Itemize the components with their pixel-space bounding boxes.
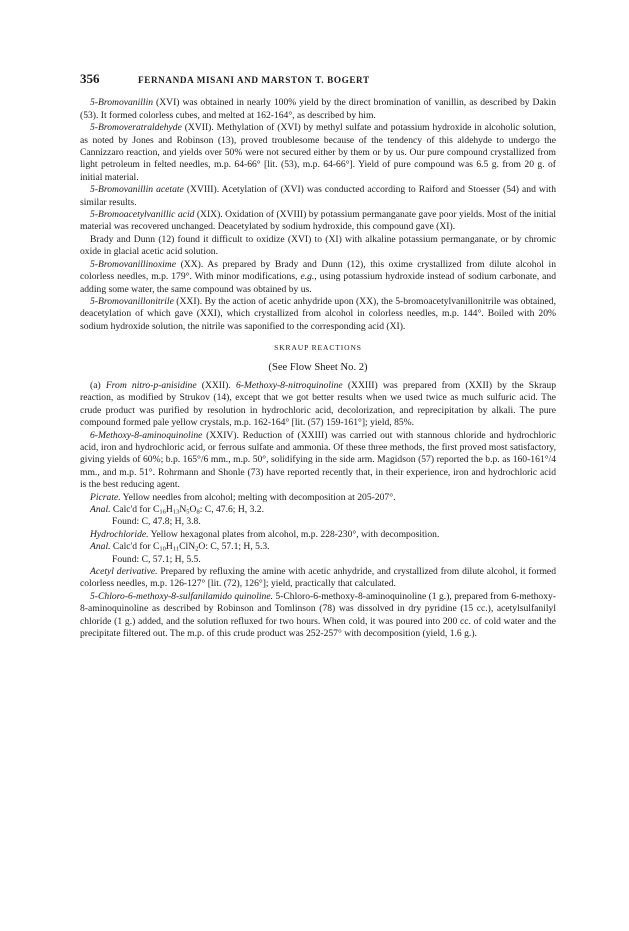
analysis-calculated xyxy=(80,541,556,553)
formula-subscript: 2 xyxy=(195,545,199,553)
compound-name: 5-Bromovanillin xyxy=(90,97,154,109)
analysis-calc-values: : C, 47.6; H, 3.2. xyxy=(199,504,264,515)
paragraph-5-bromoacetylvanillic-acid xyxy=(80,209,556,234)
paragraph-text: , using potassium hydroxide instead of sodium carbonate, and adding some water, the same compound was obtained by us. xyxy=(80,271,556,295)
compound-name: 6-Methoxy-8-aminoquinoline xyxy=(90,429,203,441)
compound-name: Acetyl derivative. xyxy=(90,566,158,578)
formula-subscript: 16 xyxy=(159,508,166,516)
analysis-calc-values: : C, 57.1; H, 5.3. xyxy=(205,541,270,553)
compound-name: 5-Bromoacetylvanillic acid xyxy=(90,209,195,221)
paragraph-6-methoxy-8-aminoquinoline xyxy=(80,430,556,492)
formula-atom: O xyxy=(198,541,206,553)
paragraph-5-bromoveratraldehyde xyxy=(80,122,556,184)
paragraph-text: (XVI) was obtained in nearly 100% yield by the direct bromination of vanillin, as described by Dakin (53). It formed colorless cubes, and melted at 162-164°, as described by him. xyxy=(80,97,556,121)
paragraph-nitro-p-anisidine xyxy=(80,380,556,430)
paragraph-text: (XX). As prepared by Brady and Dunn (12), this oxime crystallized from dilute alcohol in colorless needles, m.p. 179°. With minor modifications, xyxy=(80,258,556,283)
formula-atom: ClN xyxy=(179,541,196,553)
formula-atom: N xyxy=(179,504,187,515)
formula-atom: H xyxy=(165,504,173,515)
analysis-calc-prefix: Calc'd for C xyxy=(110,541,160,553)
running-title: FERNANDA MISANI AND MARSTON T. BOGERT xyxy=(138,75,370,85)
page-number: 356 xyxy=(80,71,100,86)
paragraph-5-bromovanillinoxime xyxy=(80,259,556,296)
paragraph-text: Yellow hexagonal plates from alcohol, m.p. 228-230°, with decomposition. xyxy=(148,528,440,540)
page xyxy=(80,73,556,640)
paragraph-5-bromovanillonitrile xyxy=(80,296,556,333)
page-header xyxy=(80,73,556,86)
formula-subscript: 11 xyxy=(172,545,180,553)
compound-name: From nitro-p-anisidine xyxy=(105,379,197,391)
paragraph-5-chloro-sulfanilamido xyxy=(80,591,556,641)
formula-atom: O xyxy=(189,504,197,515)
analysis-calculated xyxy=(80,504,556,516)
paragraph-text: (XIX). Oxidation of (XVIII) by potassium permanganate gave poor yields. Most of the initial material was recovered unchanged. Deacetylated by sodium hydroxide, this compound gave (XI). xyxy=(80,209,556,233)
compound-name: 5-Chloro-6-methoxy-8-sulfanilamido quinoline. xyxy=(90,590,273,602)
formula-subscript: 10 xyxy=(159,545,166,553)
analysis-label: Anal. xyxy=(90,504,111,515)
paragraph-prefix: (a) xyxy=(90,379,106,391)
paragraph-acetyl-derivative xyxy=(80,566,556,591)
compound-name: 5-Bromoveratraldehyde xyxy=(90,122,182,134)
compound-name: 5-Bromovanillin acetate xyxy=(90,184,184,196)
analysis-calc-prefix: Calc'd for C xyxy=(110,504,160,515)
compound-name: 6-Methoxy-8-nitroquinoline xyxy=(235,379,343,391)
paragraph-text: 5-Chloro-6-methoxy-8-aminoquinoline (1 g.), prepared from 6-methoxy-8-aminoquinoline as described by Robinson and Tomlinson (78) was dissolved in dry pyridine (15 cc.), acetylsulfanilyl chloride (1 g.) added, and the solution refluxed for two hours. When cold, it was poured into 200 cc. of cold water and the precipitate filtered out. The m.p. of this crude product was 252-257° with decomposition (yield, 1.6 g.). xyxy=(80,590,556,640)
paragraph-text: (XVII). Methylation of (XVI) by methyl sulfate and potassium hydroxide in alcoholic solution, as noted by Jones and Robinson (13), proved troublesome because of the tendency of this aldehyde to undergo the Cannizzaro reaction, and yields over 50% were not secured either by them or by us. Our pure compound crystallized from light petroleum in felted needles, m.p. 64-66° [lit. (53), m.p. 64-66°]. Yield of pure compound was 6.5 g. from 20 g. of initial material. xyxy=(80,122,556,183)
paragraph-hydrochloride xyxy=(80,529,556,541)
analysis-found: Found: C, 47.8; H, 3.8. xyxy=(112,516,201,528)
paragraph-text: (XXI). By the action of acetic anhydride upon (XX), the 5-bromoacetylvanillonitrile was obtained, deacetylation of which gave (XXI), which crystallized from alcohol in colorless needles, m.p. 144°. Boiled with 20% sodium hydroxide solution, the nitrile was saponified to the corresponding acid (XI). xyxy=(80,295,556,332)
paragraph-text: (XXIII) was prepared from (XXII) by the Skraup reaction, as modified by Strukov (14), except that we got better results when we used twice as much sulfuric acid. The crude product was purified by resolution in hydrochloric acid, decolorization, and reprecipitation by alkali. The pure compound formed pale yellow crystals, m.p. 162-164° [lit. (57) 159-161°]; yield, 85%. xyxy=(80,379,556,429)
analysis-found: Found: C, 57.1; H, 5.5. xyxy=(112,553,201,565)
paragraph-text: (XVIII). Acetylation of (XVI) was conducted according to Raiford and Stoesser (54) and with similar results. xyxy=(80,184,556,208)
analysis-label: Anal. xyxy=(90,541,111,553)
formula-subscript: 8 xyxy=(196,508,200,516)
compound-name: Hydrochloride. xyxy=(90,528,149,540)
section-heading: SKRAUP REACTIONS xyxy=(274,343,362,353)
paragraph-picrate xyxy=(80,492,556,504)
compound-name: Picrate. xyxy=(90,491,121,503)
paragraph-text: Prepared by refluxing the amine with acetic anhydride, and crystallized from dilute alcohol, it formed colorless needles, m.p. 126-127° [lit. (72), 126°]; yield, practically that calculated. xyxy=(80,566,556,590)
paragraph-text: Brady and Dunn (12) found it difficult to oxidize (XVI) to (XI) with alkaline potassium permanganate, or by chromic oxide in glacial acetic acid solution. xyxy=(80,233,556,258)
paragraph-5-bromovanillin-acetate xyxy=(80,184,556,209)
paragraph-5-bromovanillin xyxy=(80,97,556,122)
formula-subscript: 13 xyxy=(172,508,180,516)
paragraph-brady-dunn xyxy=(80,234,556,259)
flow-sheet-note: (See Flow Sheet No. 2) xyxy=(268,361,368,373)
compound-name: 5-Bromovanillinoxime xyxy=(90,258,176,270)
eg-abbrev: e.g. xyxy=(300,271,315,283)
paragraph-text: (XXIV). Reduction of (XXIII) was carried out with stannous chloride and hydrochloric acid, iron and hydrochloric acid, or ferrous sulfate and ammonia. Of these three methods, the first proved most satisfactory, giving yields of 60%; b.p. 165°/6 mm., m.p. 50°, solidifying in the side arm. Magidson (57) reported the b.p. as 160-161°/4 mm., and m.p. 51°. Rohrmann and Shonle (73) have reported recently that, in their experience, iron and hydrochloric acid is the best reducing agent. xyxy=(80,429,556,491)
formula-subscript: 5 xyxy=(186,508,190,516)
paragraph-text: Yellow needles from alcohol; melting with decomposition at 205-207°. xyxy=(120,491,396,503)
formula-atom: H xyxy=(165,541,173,553)
compound-name: 5-Bromovanillonitrile xyxy=(90,295,174,307)
paragraph-text: (XXII). xyxy=(196,379,236,391)
